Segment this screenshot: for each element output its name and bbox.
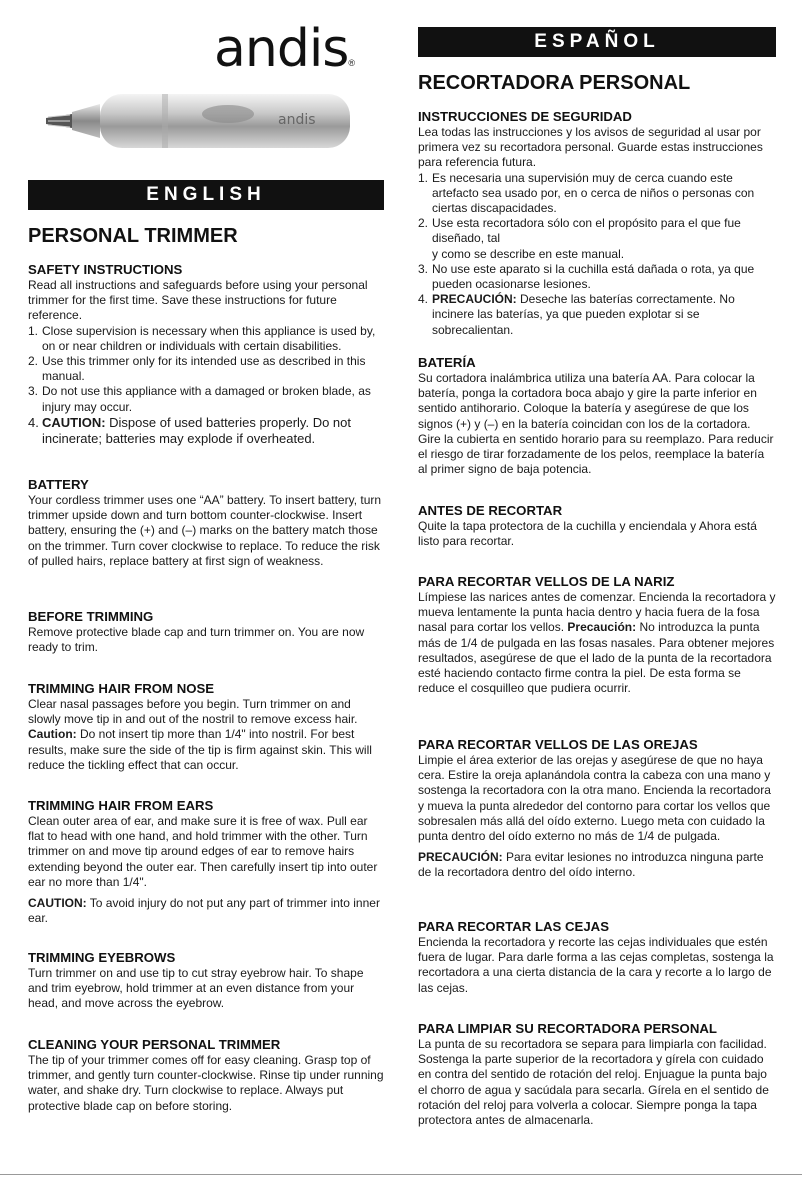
trimmer-neck (72, 104, 100, 138)
page-title-english: PERSONAL TRIMMER (28, 225, 238, 247)
ears-section-spanish (418, 737, 776, 881)
section-heading: PARA RECORTAR VELLOS DE LAS OREJAS (418, 737, 698, 752)
caution-text: Para evitar lesiones no introduzca ninguna parte de la recortadora dentro del oído interno. (418, 850, 764, 880)
section-text: Turn trimmer on and use tip to cut stray eyebrow hair. To shape and trim eyebrow, hold trimmer at an even distance from your head, and move across the eyebrow. (28, 966, 364, 1011)
eyebrows-section-spanish (418, 919, 776, 996)
language-header-spanish: ESPAÑOL (418, 27, 776, 57)
list-item (28, 324, 384, 354)
section-heading: PARA RECORTAR LAS CEJAS (418, 919, 609, 934)
section-heading: BEFORE TRIMMING (28, 609, 154, 624)
list-text: Dispose of used batteries properly. Do not incinerate; batteries may explode if overheated. (42, 414, 351, 446)
brand-logo (214, 19, 386, 79)
safety-section-english (28, 262, 384, 447)
list-text: Es necesaria una supervisión muy de cerca cuando este artefacto sea usado por, en o cerca de niños o personas con ciertas discapacidades. (432, 170, 755, 216)
list-item (28, 354, 384, 384)
section-text: Limpie el área exterior de las orejas y asegúrese de que no haya cera. Estire la oreja aplanándola contra la cabeza con una mano y sostenga la recortadora con la otra mano. Encienda la recortadora y mueva la punta alrededor del contorno para cortar los vellos que sobresalen más allá del oído externo. Luego meta con cuidado la punta dentro del oído externo no más de 1/4 de pulgada. (418, 753, 771, 844)
list-text-continued: y como se describe en este manual. (432, 246, 625, 261)
section-heading: TRIMMING HAIR FROM EARS (28, 798, 214, 813)
trimmer-product-image (42, 84, 362, 154)
section-heading: TRIMMING EYEBROWS (28, 950, 176, 965)
list-text: Close supervision is necessary when this appliance is used by, on or near children or individuals with certain disabilities. (42, 323, 376, 353)
list-number: 2. (418, 216, 429, 231)
list-item (28, 384, 384, 414)
caution-label: PRECAUCIÓN: (432, 292, 517, 307)
section-heading: ANTES DE RECORTAR (418, 503, 563, 518)
nose-text: Límpiese las narices antes de comenzar. Encienda la recortadora y mueva lentamente la punta hacia dentro y hacia fuera de la fosa nasal para cortar los vellos. (418, 590, 776, 635)
caution-text: To avoid injury do not put any part of trimmer into inner ear. (28, 896, 380, 926)
nose-section-spanish (418, 574, 776, 696)
list-number: 1. (28, 323, 39, 338)
page-title-spanish: RECORTADORA PERSONAL (418, 72, 691, 94)
list-number: 3. (28, 384, 39, 399)
caution-label: CAUTION: (42, 414, 106, 430)
brand-name: andis (214, 19, 349, 79)
cleaning-section-english (28, 1037, 384, 1114)
caution-paragraph (418, 850, 776, 880)
before-trimming-section-english (28, 609, 384, 655)
nose-caution-text: No introduzca la punta más de 1/4 de pulgada en las fosas nasales. Para obtener mejores resultados, asegúrese de que el lado de la punta de la recortadora esté haciendo contacto firme contra la piel. De esta forma se reduce el cosquilleo que pudiera ocurrir. (418, 620, 775, 696)
list-number: 1. (418, 170, 429, 185)
section-heading: BATERÍA (418, 355, 476, 370)
list-number: 3. (418, 261, 429, 276)
caution-label: CAUTION: (28, 896, 87, 911)
section-heading: SAFETY INSTRUCTIONS (28, 262, 183, 277)
section-text: Read all instructions and safeguards before using your personal trimmer for the first time. Save these instructions for future reference. (28, 278, 368, 323)
list-text: No use este aparato si la cuchilla está dañada o rota, ya que pueden ocasionarse lesiones. (432, 261, 755, 292)
section-text: Your cordless trimmer uses one “AA” battery. To insert battery, turn trimmer upside down and turn bottom counter-clockwise. Insert battery, ensuring the (+) and (–) marks on the battery match those on the trimmer. Turn cover clockwise to replace. To reduce the risk of pulled hairs, replace battery at first sign of weakness. (28, 493, 382, 568)
list-text: Do not use this appliance with a damaged or broken blade, as injury may occur. (42, 384, 371, 414)
section-text (418, 590, 776, 696)
section-text: La punta de su recortadora se separa para limpiarla con facilidad. Sostenga la parte superior de la recortadora y gírela con cuidado en contra del sentido de rotación del reloj. Enjuague la punta bajo el chorro de agua y sacúdala para secarla. Gírela en el sentido de rotación del reloj para volverla a colocar. Siempre ponga la tapa protectora antes de almacenarla. (418, 1037, 769, 1128)
section-text: Remove protective blade cap and turn trimmer on. You are now ready to trim. (28, 625, 365, 655)
trimmer-label: andis (278, 112, 316, 128)
page-bottom-rule (0, 1174, 802, 1175)
section-text: Encienda la recortadora y recorte las cejas individuales que estén fuera de lugar. Para darle forma a las cejas completas, sostenga la recortadora a una cierta distancia de la cara y recorte a lo largo de las cejas. (418, 935, 774, 995)
list-item (418, 216, 776, 262)
section-heading: CLEANING YOUR PERSONAL TRIMMER (28, 1037, 281, 1052)
list-item (418, 262, 776, 292)
nose-text: Clear nasal passages before you begin. Turn trimmer on and slowly move tip in and out of the nostril to remove excess hair. (28, 697, 358, 727)
section-text: The tip of your trimmer comes off for easy cleaning. Grasp top of trimmer, and gently turn counter-clockwise. Rinse tip under running water, and shake dry. Turn clockwise to replace. Always put protective blade cap on before storing. (28, 1053, 384, 1113)
section-text: Quite la tapa protectora de la cuchilla y enciendala y Ahora está listo para recortar. (418, 519, 757, 549)
list-number: 4. (418, 292, 429, 307)
list-text: Use this trimmer only for its intended use as described in this manual. (42, 354, 366, 384)
safety-list (28, 324, 384, 447)
battery-section-spanish (418, 355, 776, 477)
list-text: Deseche las baterías correctamente. No incinere las baterías, ya que pueden explotar si se sobrecalientan. (432, 292, 735, 337)
section-heading: TRIMMING HAIR FROM NOSE (28, 681, 215, 696)
registered-mark: ® (348, 58, 356, 68)
caution-label: Precaución: (567, 620, 637, 635)
section-heading: INSTRUCCIONES DE SEGURIDAD (418, 109, 632, 124)
caution-paragraph (28, 896, 384, 926)
section-text (28, 697, 384, 773)
eyebrows-section-english (28, 950, 384, 1012)
trimmer-tip (46, 114, 72, 128)
ears-section-english (28, 798, 384, 926)
section-heading: PARA RECORTAR VELLOS DE LA NARIZ (418, 574, 675, 589)
section-text: Su cortadora inalámbrica utiliza una batería AA. Para colocar la batería, ponga la cortadora boca abajo y gire la parte inferior en sentido antihorario. Coloque la batería y asegúrese de que los signos (+) y (–) en la batería coincidan con los de la cortadora. Gire la cubierta en sentido horario para su reemplazo. Para reducir el riesgo de tirar forzadamente de los pelos, reemplace la batería al primer signo de baja potencia. (418, 371, 774, 477)
power-switch (202, 105, 254, 123)
nose-section-english (28, 681, 384, 773)
caution-label: Caution: (28, 727, 77, 742)
section-text: Clean outer area of ear, and make sure it is free of wax. Pull ear flat to head with one hand, and hold trimmer with the other. Turn trimmer on and move tip around edges of ear to remove hairs extending beyond the outer ear. Then carefully insert tip into outer ear no more than 1/4". (28, 814, 378, 889)
list-number: 2. (28, 354, 39, 369)
list-item (418, 292, 776, 338)
cleaning-section-spanish (418, 1021, 776, 1128)
list-text: Use esta recortadora sólo con el propósito para el que fue diseñado, tal (432, 216, 741, 246)
battery-section-english (28, 477, 384, 569)
list-number: 4. (28, 414, 39, 430)
section-heading: PARA LIMPIAR SU RECORTADORA PERSONAL (418, 1021, 717, 1036)
safety-list (418, 171, 776, 338)
safety-section-spanish (418, 109, 776, 338)
section-text: Lea todas las instrucciones y los avisos de seguridad al usar por primera vez su recortadora personal. Guarde estas instrucciones para referencia futura. (418, 125, 763, 170)
nose-caution-text: Do not insert tip more than 1/4" into nostril. For best results, make sure the side of the tip is firm against skin. This will reduce the tickling effect that can occur. (28, 727, 372, 772)
list-item (28, 415, 384, 447)
section-heading: BATTERY (28, 477, 89, 492)
before-trimming-section-spanish (418, 503, 776, 549)
caution-label: PRECAUCIÓN: (418, 850, 503, 865)
language-header-english: ENGLISH (28, 180, 384, 210)
list-item (418, 171, 776, 217)
